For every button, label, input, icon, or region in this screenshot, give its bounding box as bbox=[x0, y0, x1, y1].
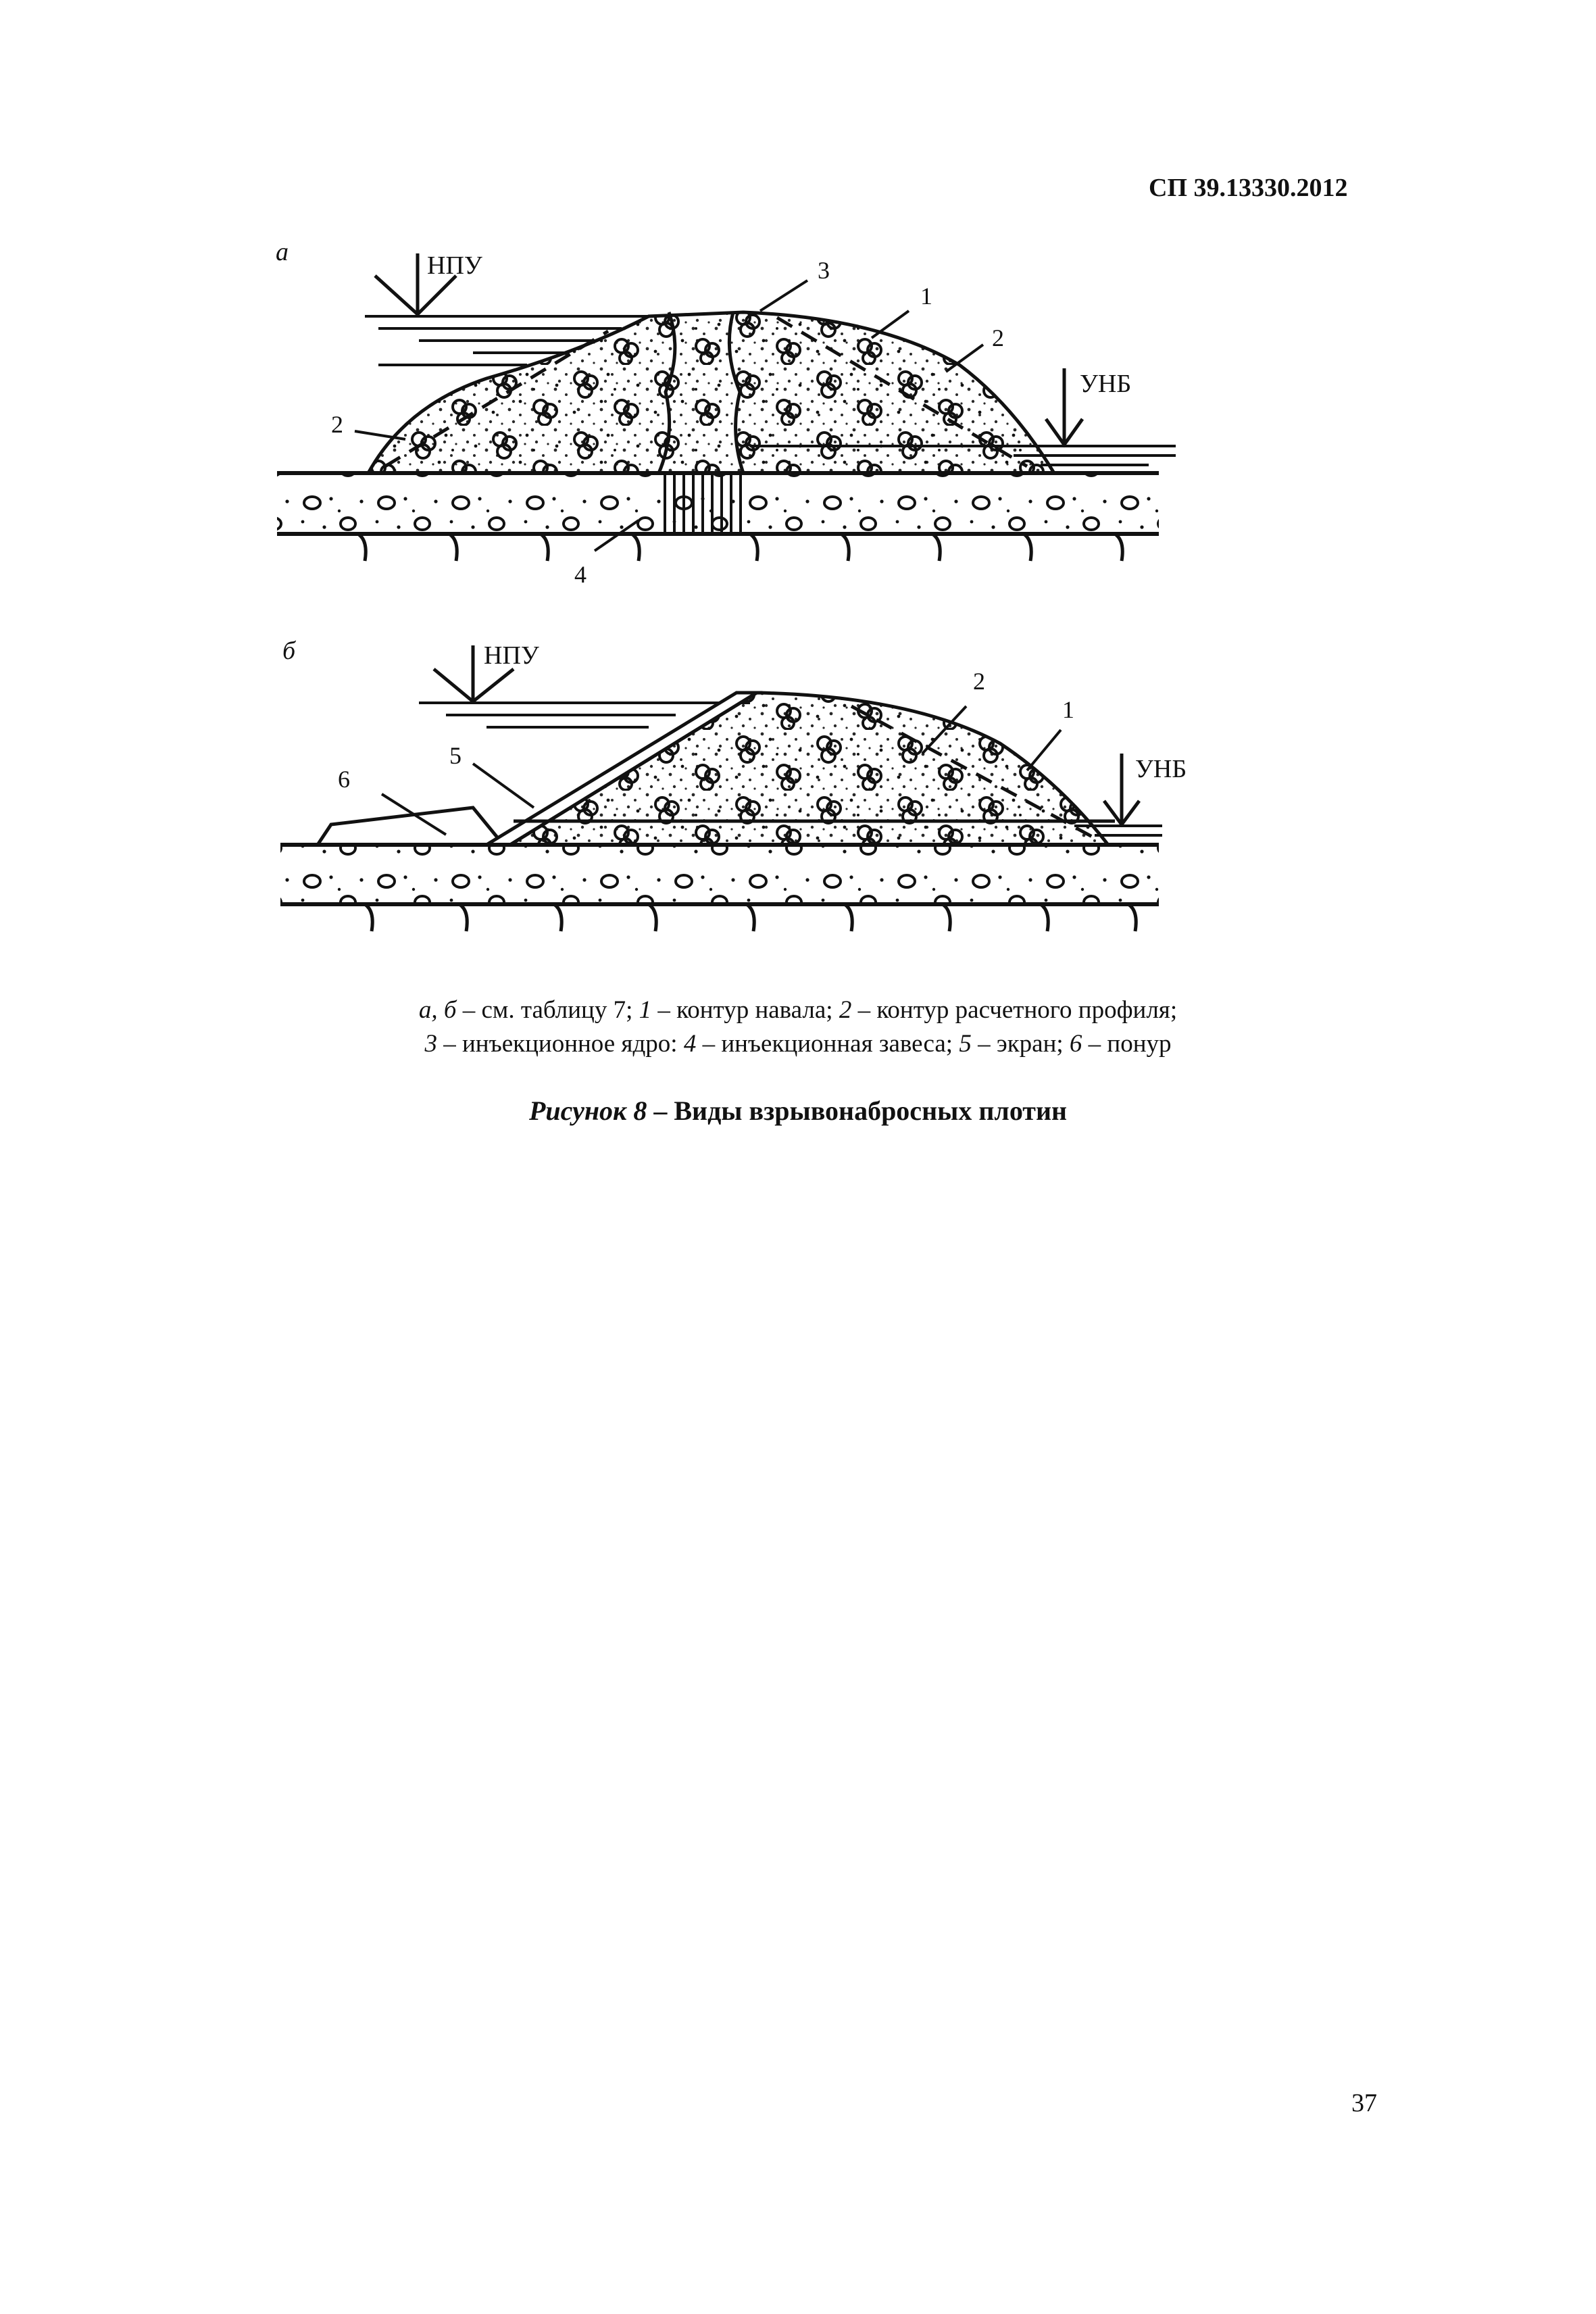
figure-caption bbox=[0, 1095, 1596, 1127]
legend-text: – понур bbox=[1082, 1030, 1172, 1058]
panel-b-callout-6: 6 bbox=[338, 766, 350, 793]
legend-text: – инъекционное ядро: bbox=[437, 1030, 684, 1058]
panel-b bbox=[280, 637, 1187, 931]
panel-b-letter: б bbox=[282, 637, 296, 665]
panel-b-callout-2: 2 bbox=[973, 668, 985, 695]
legend-key: 3 bbox=[424, 1030, 437, 1058]
legend-line-1 bbox=[0, 993, 1596, 1027]
panel-b-callout-5: 5 bbox=[449, 742, 462, 769]
legend-text: – инъекционная завеса; bbox=[696, 1030, 959, 1058]
caption-text: – Виды взрывонаброcных плотин bbox=[647, 1096, 1068, 1126]
legend-text: – экран; bbox=[971, 1030, 1070, 1058]
panel-a bbox=[276, 238, 1176, 588]
panel-b-callout-1: 1 bbox=[1062, 696, 1074, 723]
panel-a-npu-label: НПУ bbox=[427, 251, 482, 280]
legend-text: – контур навала; bbox=[651, 996, 839, 1024]
panel-a-callout-4: 4 bbox=[574, 561, 587, 588]
legend-text: – контур расчетного профиля; bbox=[851, 996, 1178, 1024]
page-number: 37 bbox=[1351, 2089, 1377, 2117]
panel-a-callout-1: 1 bbox=[920, 282, 932, 310]
caption-label: Рисунок 8 bbox=[528, 1096, 647, 1126]
legend-key: 6 bbox=[1069, 1030, 1082, 1058]
panel-a-letter: а bbox=[276, 238, 289, 266]
legend-key: 4 bbox=[683, 1030, 697, 1058]
panel-a-unb-label: УНБ bbox=[1080, 370, 1132, 398]
legend-key: 2 bbox=[839, 996, 852, 1024]
figure-8-drawing bbox=[0, 0, 1596, 1014]
panel-b-unb-label: УНБ bbox=[1135, 755, 1187, 783]
panel-b-foundation bbox=[280, 845, 1159, 904]
document-code: СП 39.13330.2012 bbox=[1149, 174, 1348, 202]
panel-b-npu-label: НПУ bbox=[484, 641, 539, 670]
panel-a-callout-3: 3 bbox=[818, 257, 830, 284]
legend-key: а, б bbox=[418, 996, 457, 1024]
legend-line-2 bbox=[0, 1027, 1596, 1061]
legend-key: 1 bbox=[639, 996, 652, 1024]
panel-a-callout-2-right: 2 bbox=[992, 324, 1004, 351]
legend-key: 5 bbox=[959, 1030, 972, 1058]
panel-a-callout-2-left: 2 bbox=[331, 411, 343, 438]
panel-a-injection-curtain bbox=[659, 473, 743, 534]
panel-a-unb-arrow bbox=[1046, 368, 1082, 445]
panel-b-unb-arrow bbox=[1104, 754, 1139, 824]
legend-text: – см. таблицу 7; bbox=[456, 996, 639, 1024]
